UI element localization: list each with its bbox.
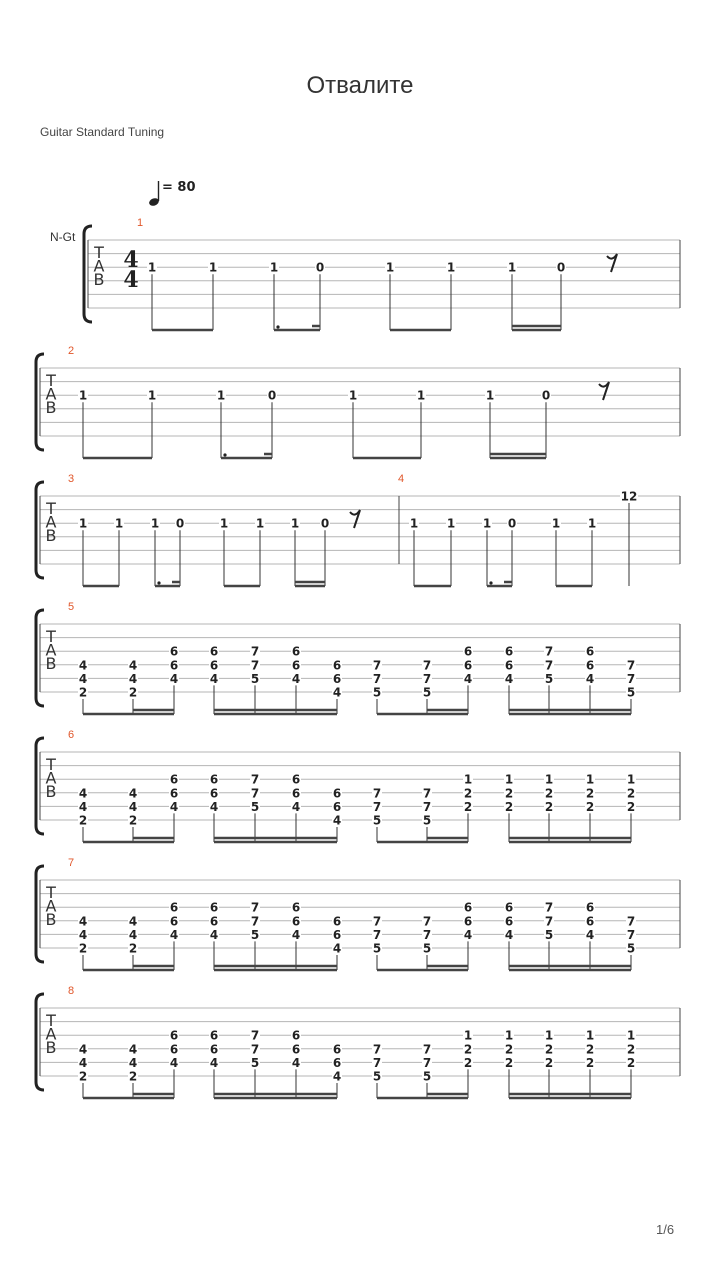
fret-number: 6 bbox=[463, 658, 473, 673]
fret-number: 7 bbox=[422, 786, 432, 801]
fret-number: 2 bbox=[585, 1042, 595, 1057]
tab-clef-letter: T bbox=[46, 627, 56, 646]
fret-number: 7 bbox=[372, 927, 382, 942]
fret-number: 6 bbox=[463, 900, 473, 915]
fret-number: 6 bbox=[209, 658, 219, 673]
fret-number: 1 bbox=[504, 1028, 514, 1043]
fret-number: 7 bbox=[422, 658, 432, 673]
fret-number: 1 bbox=[219, 516, 229, 531]
fret-number: 6 bbox=[209, 772, 219, 787]
fret-number: 2 bbox=[504, 786, 514, 801]
fret-number: 5 bbox=[250, 927, 260, 942]
fret-number: 2 bbox=[78, 685, 88, 700]
fret-number: 4 bbox=[463, 927, 473, 942]
fret-number: 1 bbox=[150, 516, 160, 531]
fret-number: 7 bbox=[250, 900, 260, 915]
fret-number: 7 bbox=[422, 1042, 432, 1057]
fret-number: 5 bbox=[372, 941, 382, 956]
fret-number: 4 bbox=[78, 658, 88, 673]
fret-number: 1 bbox=[147, 260, 157, 275]
fret-number: 1 bbox=[504, 772, 514, 787]
fret-number: 6 bbox=[291, 1042, 301, 1057]
eighth-rest-icon bbox=[599, 382, 609, 400]
fret-number: 6 bbox=[169, 900, 179, 915]
fret-number: 6 bbox=[585, 914, 595, 929]
tab-clef-letter: T bbox=[46, 499, 56, 518]
fret-number: 1 bbox=[446, 260, 456, 275]
fret-number: 2 bbox=[544, 1042, 554, 1057]
fret-number: 1 bbox=[255, 516, 265, 531]
tab-clef-letter: T bbox=[46, 371, 56, 390]
fret-number: 1 bbox=[485, 388, 495, 403]
tempo-note-icon bbox=[148, 181, 160, 207]
fret-number: 1 bbox=[216, 388, 226, 403]
fret-number: 4 bbox=[332, 813, 342, 828]
tab-systems bbox=[36, 217, 680, 1098]
fret-number: 2 bbox=[128, 1069, 138, 1084]
fret-number: 1 bbox=[585, 772, 595, 787]
fret-number: 0 bbox=[320, 516, 330, 531]
fret-number: 4 bbox=[128, 927, 138, 942]
fret-number: 6 bbox=[169, 1028, 179, 1043]
tuning-label: Guitar Standard Tuning bbox=[40, 125, 165, 139]
fret-number: 2 bbox=[128, 941, 138, 956]
fret-number: 7 bbox=[422, 1055, 432, 1070]
fret-number: 6 bbox=[332, 799, 342, 814]
fret-number: 7 bbox=[250, 644, 260, 659]
fret-number: 1 bbox=[544, 1028, 554, 1043]
fret-number: 5 bbox=[626, 685, 636, 700]
fret-number: 7 bbox=[372, 799, 382, 814]
fret-number: 5 bbox=[372, 813, 382, 828]
fret-number: 6 bbox=[332, 671, 342, 686]
dot-mark bbox=[223, 453, 226, 456]
tab-clef-letter: A bbox=[45, 384, 57, 404]
fret-number: 1 bbox=[551, 516, 561, 531]
fret-number: 2 bbox=[544, 786, 554, 801]
fret-number: 7 bbox=[626, 658, 636, 673]
fret-number: 2 bbox=[504, 1042, 514, 1057]
fret-number: 1 bbox=[290, 516, 300, 531]
fret-number: 5 bbox=[422, 685, 432, 700]
tab-system bbox=[36, 985, 680, 1098]
fret-number: 6 bbox=[463, 644, 473, 659]
fret-number: 4 bbox=[504, 671, 514, 686]
fret-number: 1 bbox=[114, 516, 124, 531]
fret-number: 2 bbox=[78, 1069, 88, 1084]
dot-mark bbox=[489, 581, 492, 584]
fret-number: 7 bbox=[250, 786, 260, 801]
fret-number: 7 bbox=[544, 658, 554, 673]
tempo-marking: = 80 bbox=[162, 180, 196, 195]
fret-number: 1 bbox=[544, 772, 554, 787]
fret-number: 2 bbox=[585, 1055, 595, 1070]
tab-clef-letter: A bbox=[93, 256, 105, 276]
fret-number: 4 bbox=[78, 1042, 88, 1057]
tab-clef-letter: B bbox=[45, 526, 57, 546]
fret-number: 4 bbox=[128, 799, 138, 814]
fret-number: 1 bbox=[587, 516, 597, 531]
fret-number: 12 bbox=[620, 489, 638, 504]
measure-number: 8 bbox=[68, 985, 75, 997]
time-signature-bottom: 4 bbox=[123, 267, 139, 293]
fret-number: 2 bbox=[585, 799, 595, 814]
fret-number: 2 bbox=[544, 1055, 554, 1070]
fret-number: 2 bbox=[504, 1055, 514, 1070]
fret-number: 5 bbox=[250, 671, 260, 686]
fret-number: 5 bbox=[250, 799, 260, 814]
fret-number: 6 bbox=[169, 1042, 179, 1057]
fret-number: 5 bbox=[544, 927, 554, 942]
fret-number: 6 bbox=[291, 914, 301, 929]
fret-number: 4 bbox=[585, 671, 595, 686]
fret-number: 1 bbox=[78, 516, 88, 531]
fret-number: 2 bbox=[128, 685, 138, 700]
fret-number: 7 bbox=[250, 914, 260, 929]
fret-number: 4 bbox=[332, 685, 342, 700]
fret-number: 6 bbox=[209, 644, 219, 659]
fret-number: 1 bbox=[416, 388, 426, 403]
fret-number: 4 bbox=[78, 914, 88, 929]
fret-number: 4 bbox=[504, 927, 514, 942]
tab-clef-letter: T bbox=[46, 1011, 56, 1030]
instrument-label: N-Gt bbox=[50, 230, 76, 244]
fret-number: 4 bbox=[169, 1055, 179, 1070]
measure-number: 3 bbox=[68, 473, 75, 485]
measure-number: 1 bbox=[137, 217, 144, 229]
fret-number: 6 bbox=[169, 914, 179, 929]
measure-number: 6 bbox=[68, 729, 75, 741]
tab-clef-letter: A bbox=[45, 512, 57, 532]
fret-number: 1 bbox=[409, 516, 419, 531]
fret-number: 6 bbox=[291, 900, 301, 915]
fret-number: 4 bbox=[128, 671, 138, 686]
fret-number: 0 bbox=[507, 516, 517, 531]
fret-number: 7 bbox=[422, 799, 432, 814]
fret-number: 5 bbox=[250, 1055, 260, 1070]
fret-number: 6 bbox=[169, 772, 179, 787]
fret-number: 6 bbox=[209, 914, 219, 929]
measure-number: 4 bbox=[398, 473, 405, 485]
fret-number: 4 bbox=[128, 786, 138, 801]
fret-number: 2 bbox=[463, 799, 473, 814]
eighth-rest-icon bbox=[350, 510, 360, 528]
fret-number: 2 bbox=[626, 799, 636, 814]
fret-number: 6 bbox=[291, 1028, 301, 1043]
tab-clef-letter: B bbox=[45, 910, 57, 930]
fret-number: 0 bbox=[175, 516, 185, 531]
fret-number: 4 bbox=[332, 941, 342, 956]
fret-number: 1 bbox=[147, 388, 157, 403]
fret-number: 6 bbox=[504, 644, 514, 659]
fret-number: 6 bbox=[463, 914, 473, 929]
fret-number: 1 bbox=[446, 516, 456, 531]
page-number: 1/6 bbox=[656, 1222, 675, 1237]
time-signature-top: 4 bbox=[123, 247, 139, 273]
fret-number: 4 bbox=[128, 658, 138, 673]
fret-number: 4 bbox=[128, 1042, 138, 1057]
fret-number: 4 bbox=[128, 1055, 138, 1070]
tab-system bbox=[36, 345, 680, 458]
fret-number: 6 bbox=[291, 786, 301, 801]
fret-number: 6 bbox=[209, 1028, 219, 1043]
measure-number: 2 bbox=[68, 345, 75, 357]
fret-number: 5 bbox=[372, 685, 382, 700]
tab-clef-letter: A bbox=[45, 896, 57, 916]
fret-number: 4 bbox=[78, 671, 88, 686]
fret-number: 4 bbox=[332, 1069, 342, 1084]
fret-number: 4 bbox=[128, 914, 138, 929]
fret-number: 6 bbox=[209, 1042, 219, 1057]
fret-number: 7 bbox=[422, 914, 432, 929]
fret-number: 6 bbox=[291, 644, 301, 659]
fret-number: 4 bbox=[169, 671, 179, 686]
fret-number: 4 bbox=[78, 799, 88, 814]
fret-number: 2 bbox=[504, 799, 514, 814]
fret-number: 7 bbox=[422, 671, 432, 686]
tab-system bbox=[84, 217, 680, 330]
fret-number: 2 bbox=[585, 786, 595, 801]
fret-number: 6 bbox=[332, 914, 342, 929]
fret-number: 6 bbox=[332, 1055, 342, 1070]
tab-clef-letter: B bbox=[45, 654, 57, 674]
tab-clef-letter: T bbox=[46, 883, 56, 902]
fret-number: 4 bbox=[291, 671, 301, 686]
dot-mark bbox=[276, 325, 279, 328]
fret-number: 6 bbox=[585, 900, 595, 915]
fret-number: 6 bbox=[585, 658, 595, 673]
fret-number: 6 bbox=[585, 644, 595, 659]
fret-number: 6 bbox=[504, 914, 514, 929]
fret-number: 4 bbox=[585, 927, 595, 942]
tab-system bbox=[36, 473, 680, 586]
tab-clef-letter: A bbox=[45, 1024, 57, 1044]
fret-number: 6 bbox=[504, 900, 514, 915]
fret-number: 7 bbox=[250, 772, 260, 787]
fret-number: 6 bbox=[504, 658, 514, 673]
fret-number: 1 bbox=[78, 388, 88, 403]
measure-number: 7 bbox=[68, 857, 75, 869]
tab-clef-letter: A bbox=[45, 640, 57, 660]
song-title: Отвалите bbox=[306, 72, 414, 99]
fret-number: 1 bbox=[585, 1028, 595, 1043]
fret-number: 4 bbox=[209, 671, 219, 686]
fret-number: 1 bbox=[269, 260, 279, 275]
fret-number: 7 bbox=[544, 914, 554, 929]
fret-number: 5 bbox=[422, 941, 432, 956]
fret-number: 7 bbox=[372, 671, 382, 686]
fret-number: 1 bbox=[507, 260, 517, 275]
fret-number: 2 bbox=[626, 786, 636, 801]
fret-number: 1 bbox=[463, 772, 473, 787]
fret-number: 7 bbox=[372, 658, 382, 673]
fret-number: 1 bbox=[208, 260, 218, 275]
fret-number: 6 bbox=[332, 658, 342, 673]
fret-number: 6 bbox=[332, 1042, 342, 1057]
fret-number: 4 bbox=[291, 799, 301, 814]
fret-number: 7 bbox=[250, 1028, 260, 1043]
fret-number: 4 bbox=[209, 1055, 219, 1070]
fret-number: 7 bbox=[626, 914, 636, 929]
fret-number: 7 bbox=[626, 927, 636, 942]
fret-number: 2 bbox=[463, 786, 473, 801]
fret-number: 0 bbox=[541, 388, 551, 403]
fret-number: 6 bbox=[291, 658, 301, 673]
fret-number: 7 bbox=[250, 658, 260, 673]
fret-number: 5 bbox=[626, 941, 636, 956]
fret-number: 7 bbox=[544, 644, 554, 659]
fret-number: 4 bbox=[463, 671, 473, 686]
fret-number: 2 bbox=[626, 1042, 636, 1057]
fret-number: 4 bbox=[169, 927, 179, 942]
fret-number: 7 bbox=[544, 900, 554, 915]
fret-number: 5 bbox=[372, 1069, 382, 1084]
fret-number: 2 bbox=[78, 941, 88, 956]
fret-number: 4 bbox=[78, 786, 88, 801]
tab-clef-letter: T bbox=[46, 755, 56, 774]
tab-system bbox=[36, 729, 680, 842]
fret-number: 6 bbox=[209, 900, 219, 915]
fret-number: 4 bbox=[78, 1055, 88, 1070]
dot-mark bbox=[157, 581, 160, 584]
fret-number: 6 bbox=[291, 772, 301, 787]
fret-number: 2 bbox=[626, 1055, 636, 1070]
tab-system bbox=[36, 601, 680, 714]
tab-clef-letter: B bbox=[93, 270, 105, 290]
tab-clef-letter: A bbox=[45, 768, 57, 788]
fret-number: 7 bbox=[250, 1042, 260, 1057]
tab-clef-letter: B bbox=[45, 1038, 57, 1058]
fret-number: 4 bbox=[78, 927, 88, 942]
fret-number: 1 bbox=[482, 516, 492, 531]
fret-number: 6 bbox=[332, 786, 342, 801]
fret-number: 2 bbox=[463, 1042, 473, 1057]
fret-number: 4 bbox=[209, 799, 219, 814]
fret-number: 0 bbox=[315, 260, 325, 275]
fret-number: 2 bbox=[544, 799, 554, 814]
fret-number: 2 bbox=[128, 813, 138, 828]
fret-number: 2 bbox=[463, 1055, 473, 1070]
fret-number: 5 bbox=[544, 671, 554, 686]
fret-number: 0 bbox=[556, 260, 566, 275]
tab-clef-letter: B bbox=[45, 398, 57, 418]
tab-clef-letter: T bbox=[94, 243, 104, 262]
fret-number: 7 bbox=[422, 927, 432, 942]
fret-number: 5 bbox=[422, 813, 432, 828]
fret-number: 4 bbox=[209, 927, 219, 942]
fret-number: 4 bbox=[291, 927, 301, 942]
fret-number: 6 bbox=[169, 658, 179, 673]
fret-number: 7 bbox=[372, 786, 382, 801]
fret-number: 5 bbox=[422, 1069, 432, 1084]
measure-number: 5 bbox=[68, 601, 75, 613]
fret-number: 7 bbox=[372, 1042, 382, 1057]
fret-number: 7 bbox=[626, 671, 636, 686]
fret-number: 1 bbox=[626, 772, 636, 787]
fret-number: 1 bbox=[385, 260, 395, 275]
fret-number: 0 bbox=[267, 388, 277, 403]
fret-number: 6 bbox=[209, 786, 219, 801]
fret-number: 4 bbox=[291, 1055, 301, 1070]
eighth-rest-icon bbox=[607, 254, 617, 272]
fret-number: 1 bbox=[626, 1028, 636, 1043]
fret-number: 1 bbox=[463, 1028, 473, 1043]
fret-number: 1 bbox=[348, 388, 358, 403]
fret-number: 4 bbox=[169, 799, 179, 814]
fret-number: 2 bbox=[78, 813, 88, 828]
fret-number: 7 bbox=[372, 1055, 382, 1070]
tab-clef-letter: B bbox=[45, 782, 57, 802]
fret-number: 6 bbox=[332, 927, 342, 942]
fret-number: 6 bbox=[169, 786, 179, 801]
tab-system bbox=[36, 857, 680, 970]
fret-number: 6 bbox=[169, 644, 179, 659]
fret-number: 7 bbox=[372, 914, 382, 929]
